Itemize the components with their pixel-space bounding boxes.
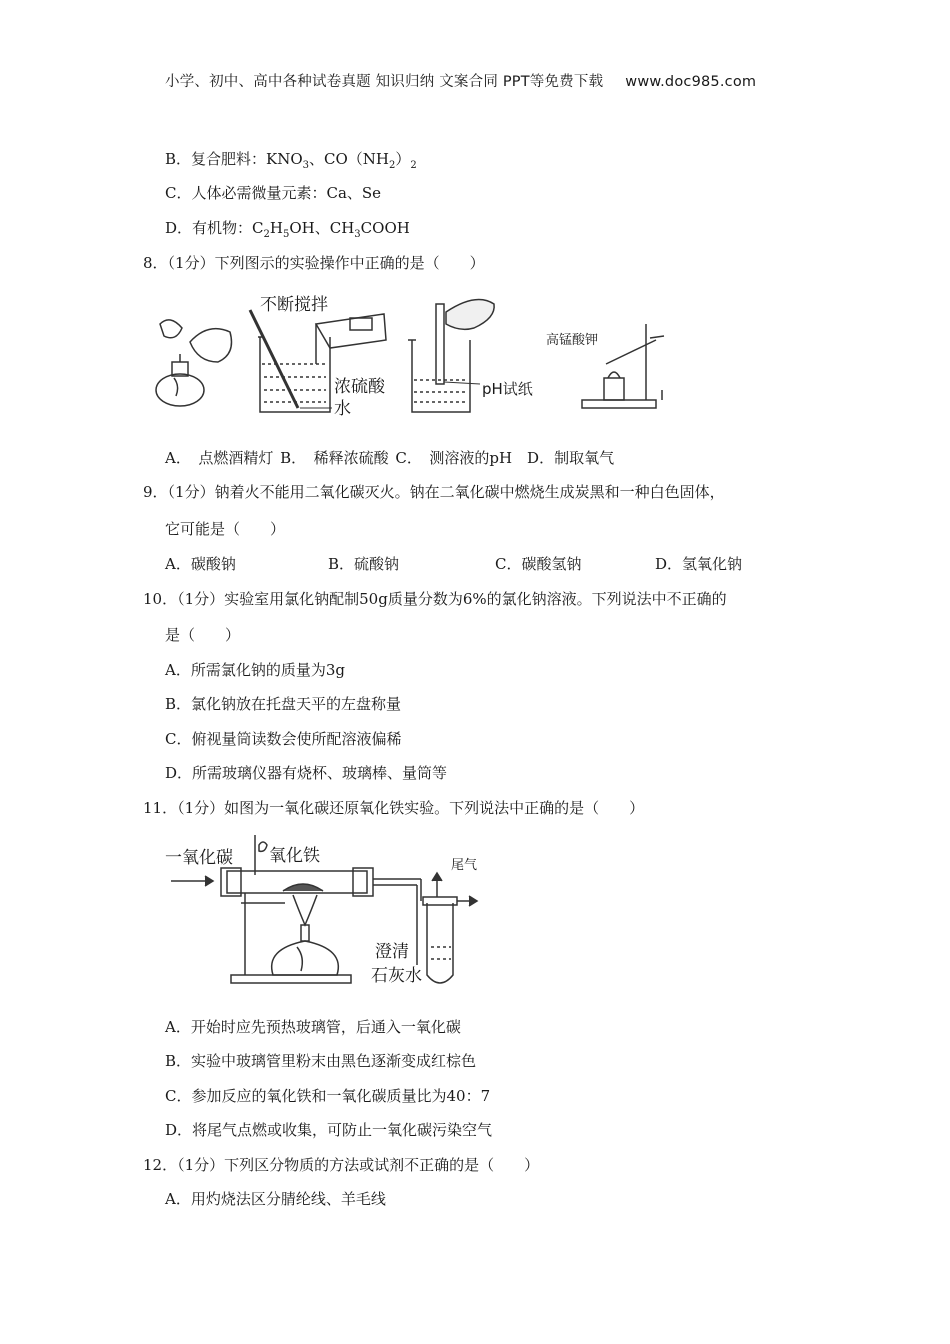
- q9-option-d: D．氢氧化钠: [655, 555, 743, 573]
- q7-option-c: C．人体必需微量元素：Ca、Se: [165, 184, 382, 202]
- q12-option-a: A．用灼烧法区分腈纶线、羊毛线: [165, 1190, 386, 1208]
- label-lime-1: 澄清: [375, 942, 409, 962]
- alcohol-lamp-illustration: [156, 320, 232, 406]
- label-water: 水: [334, 399, 351, 419]
- q11-figure: [165, 835, 495, 1000]
- q9-option-b: B．硫酸钠: [328, 555, 400, 573]
- q9-option-c: C．碳酸氢钠: [495, 555, 582, 573]
- header-site: www.doc985.com: [625, 74, 757, 90]
- q7-option-d: D．有机物：$C_2H_5OH$、$CH_3COOH$: [165, 219, 410, 240]
- q8-stem: 8．（1分）下列图示的实验操作中正确的是（ ）: [143, 254, 485, 272]
- q11-stem: 11．（1分）如图为一氧化碳还原氧化铁实验。下列说法中正确的是（ ）: [143, 799, 645, 817]
- q11-option-c: C．参加反应的氧化铁和一氧化碳质量比为40：7: [165, 1087, 491, 1105]
- label-fe2o3: 氧化铁: [269, 846, 320, 866]
- q10-option-a: A．所需氯化钠的质量为3g: [165, 661, 345, 679]
- q10-stem-line2: 是（ ）: [165, 626, 241, 644]
- q11-option-d: D．将尾气点燃或收集，可防止一氧化碳污染空气: [165, 1121, 493, 1139]
- q10-stem-line1: 10．（1分）实验室用氯化钠配制50g质量分数为6%的氯化钠溶液。下列说法中不正确的: [143, 590, 727, 608]
- label-co: 一氧化碳: [165, 848, 233, 868]
- q11-option-a: A．开始时应先预热玻璃管，后通入一氧化碳: [165, 1018, 461, 1036]
- q10-option-c: C．俯视量筒读数会使所配溶液偏稀: [165, 730, 402, 748]
- q9-option-a: A．碳酸钠: [165, 555, 236, 573]
- q8-options: A． 点燃酒精灯 B． 稀释浓硫酸 C． 测溶液的pH D．制取氧气: [165, 449, 615, 467]
- header-text: 小学、初中、高中各种试卷真题 知识归纳 文案合同 PPT等免费下载: [165, 74, 604, 90]
- q10-option-b: B．氯化钠放在托盘天平的左盘称量: [165, 695, 402, 713]
- q9-stem-line1: 9．（1分）钠着火不能用二氧化碳灭火。钠在二氧化碳中燃烧生成炭黑和一种白色固体，: [143, 483, 725, 501]
- q11-option-b: B．实验中玻璃管里粉末由黑色逐渐变成红棕色: [165, 1052, 477, 1070]
- label-lime-2: 石灰水: [371, 966, 422, 986]
- label-conc-acid: 浓硫酸: [334, 377, 385, 397]
- q9-stem-line2: 它可能是（ ）: [165, 520, 286, 538]
- label-kmno4: 高锰酸钾: [546, 333, 599, 348]
- label-tail-gas: 尾气: [451, 858, 478, 873]
- q8-figure: [150, 282, 670, 422]
- q10-option-d: D．所需玻璃仪器有烧杯、玻璃棒、量筒等: [165, 764, 448, 782]
- q7-option-b: B．复合肥料：$KNO_3$、$CO(NH_2)_2$: [165, 150, 417, 171]
- label-ph-paper: pH试纸: [482, 380, 533, 398]
- label-stir: 不断搅拌: [260, 295, 328, 315]
- page-header: [165, 70, 756, 91]
- q12-stem: 12．（1分）下列区分物质的方法或试剂不正确的是（ ）: [143, 1156, 540, 1174]
